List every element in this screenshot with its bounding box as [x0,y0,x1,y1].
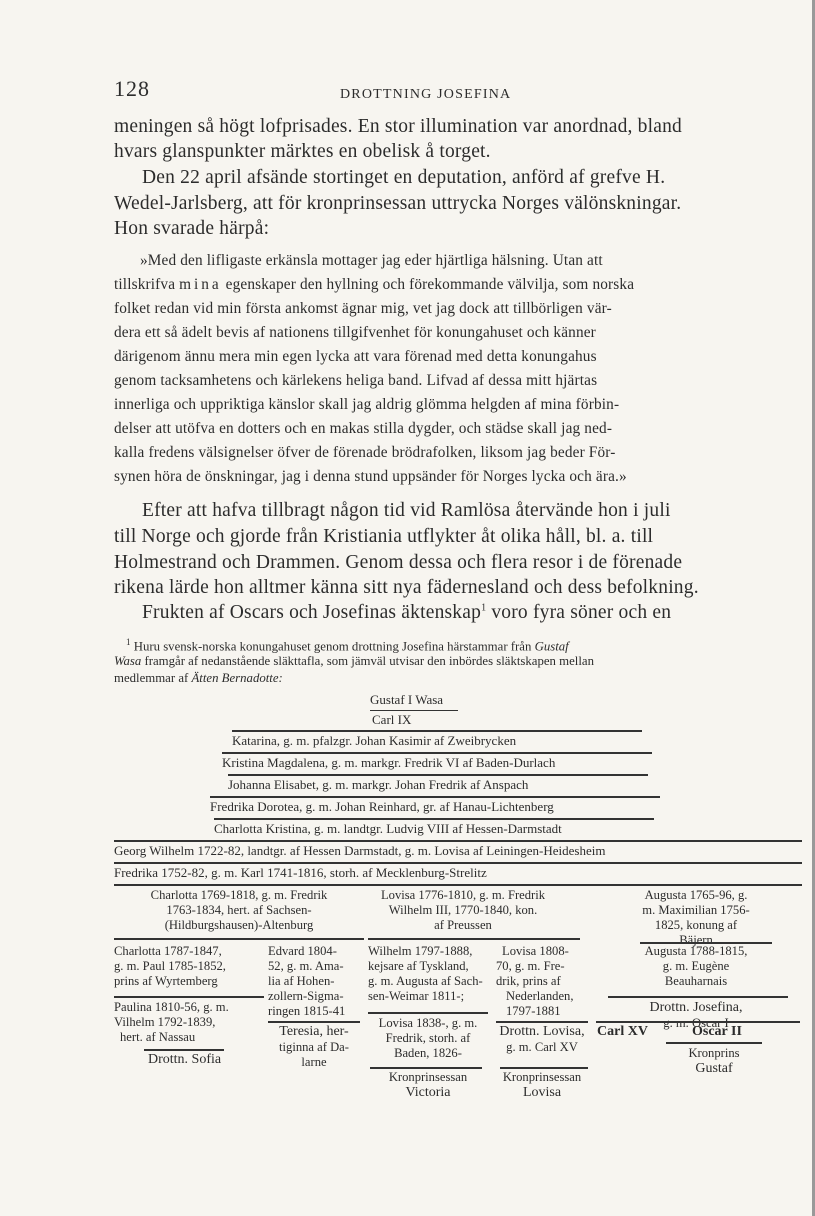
footnote-line: medlemmar af Ätten Bernadotte: [114,671,283,685]
tree-line [144,1049,224,1051]
tree-node-josefina: Drottn. Josefina, g. m. Oscar I [649,1000,743,1030]
page-number: 128 [114,76,150,101]
tree-line [228,774,648,776]
quote-line: kalla fredens välsignelser öfver de förenade brödrafolken, liksom jag beder För- [114,444,616,461]
tree-node: Carl IX [372,712,412,727]
footnote-line: $^1$ Huru svensk-norska konungahuset genom drottning Josefina härstammar från Gustaf [126,637,569,654]
tree-node-wilhelm: Wilhelm 1797-1888, kejsare af Tyskland, g. m. Augusta af Sach- sen-Weimar 1811-; [368,944,483,1003]
tree-node-teresia: Teresia, her- tiginna af Da- larne [279,1024,349,1069]
tree-node-edvard: Edvard 1804- 52, g. m. Ama- lia af Hohen- zollern-Sigma- ringen 1815-41 [268,944,346,1018]
tree-node-augusta-1765: Augusta 1765-96, g. m. Maximilian 1756- 1825, konung af Bäjern [642,888,750,947]
tree-line [210,796,660,798]
tree-line [496,1021,588,1023]
tree-line [368,938,580,940]
text-line: Holmestrand och Drammen. Genom dessa och flera resor i de förenade [114,552,683,573]
tree-line [666,1042,762,1044]
text-line: Efter att hafva tillbragt någon tid vid Ramlösa återvände hon i juli [142,500,671,521]
tree-node-victoria: Kronprinsessan Victoria [388,1070,468,1100]
footnote-marker: 1 [481,602,487,614]
tree-node-charlotta-1787: Charlotta 1787-1847, g. m. Paul 1785-1852, prins af Wyrtemberg [114,944,226,988]
tree-line [114,938,364,940]
quote-line: innerliga och uppriktiga känslor skall jag aldrig glömma helgden af mina förbin- [114,396,620,413]
text-line: Frukten af Oscars och Josefinas äktenskap$^1$ voro fyra söner och en [142,602,672,623]
tree-line [114,884,802,886]
tree-line [268,1021,360,1023]
text-line: Den 22 april afsände stortinget en deputation, anförd af grefve H. [142,167,666,188]
quote-line: tillskrifva mina egenskaper den hyllning och förekommande välvilja, som norska [114,276,635,293]
tree-node-charlotta-1769: Charlotta 1769-1818, g. m. Fredrik 1763-1834, hert. af Sachsen- (Hildburgshausen)-Altenburg [150,888,328,932]
tree-node-lovisa-1838: Lovisa 1838-, g. m. Fredrik, storh. af Baden, 1826- [378,1016,478,1060]
footnote-line: Wasa framgår af nedanstående släkttafla, som jämväl utvisar den inbördes släktskapen mellan [114,654,594,668]
tree-line [370,1067,482,1069]
tree-line [370,710,458,711]
tree-node-kp-gustaf: Kronprins Gustaf [688,1046,740,1076]
quote-line: dera ett så ädelt bevis af nationens tillgifvenhet för konungahuset och känner [114,324,596,341]
quote-line: »Med den lifligaste erkänsla mottager jag eder hjärtliga hälsning. Utan att [140,252,603,269]
tree-node-sofia: Drottn. Sofia [148,1052,222,1067]
tree-node-lovisa-1808: Lovisa 1808- 70, g. m. Fre- drik, prins af Nederlanden, 1797-1881 [496,944,574,1018]
text-line: rikena lärde hon alltmer känna sitt nya fädernesland och dess befolkning. [114,577,699,598]
quote-line: därigenom ännu mera min egen lycka att vara förenad med detta konungahus [114,348,597,365]
tree-line [608,996,788,998]
quote-line: genom tacksamhetens och kärlekens heliga band. Lifvad af dessa mitt hjärtas [114,372,598,389]
tree-line [114,862,802,864]
tree-node: Georg Wilhelm 1722-82, landtgr. af Hessen Darmstadt, g. m. Lovisa af Leiningen-Heidesheim [114,843,606,858]
running-title: DROTTNING JOSEFINA [340,87,512,102]
tree-line [368,1012,488,1014]
tree-node-paulina: Paulina 1810-56, g. m. Vilhelm 1792-1839, hert. af Nassau [114,1000,229,1044]
quote-line: synen höra de önskningar, jag i denna stund uppsänder för Norges lycka och ära.» [114,468,627,485]
tree-node: Fredrika 1752-82, g. m. Karl 1741-1816, storh. af Mecklenburg-Strelitz [114,865,487,880]
text-line: Hon svarade härpå: [114,218,270,239]
tree-line [114,996,264,998]
tree-node-drottn-lovisa: Drottn. Lovisa, g. m. Carl XV [499,1024,585,1054]
text-line: till Norge och gjorde från Kristiania utflykter åt olika håll, bl. a. till [114,526,654,547]
tree-node-carl-xv: Carl XV [597,1024,648,1039]
tree-node-lovisa-1776: Lovisa 1776-1810, g. m. Fredrik Wilhelm III, 1770-1840, kon. af Preussen [380,888,546,932]
text-line: hvars glanspunkter märktes en obelisk å torget. [114,141,491,162]
text-line: meningen så högt lofprisades. En stor illumination var anordnad, bland [114,116,683,137]
text-line: Wedel-Jarlsberg, att för kronprinsessan uttrycka Norges välönskningar. [114,193,682,214]
quote-line: delser att utöfva en dotters och en makas stilla dygder, och städse skall jag ned- [114,420,613,437]
tree-line [596,1021,800,1023]
tree-line [114,840,802,842]
tree-node-kp-lovisa: Kronprinsessan Lovisa [502,1070,582,1100]
tree-node: Katarina, g. m. pfalzgr. Johan Kasimir af Zweibrycken [232,733,517,748]
tree-node: Kristina Magdalena, g. m. markgr. Fredrik VI af Baden-Durlach [222,755,556,770]
tree-node-augusta-1788: Augusta 1788-1815, g. m. Eugène Beauharnais [644,944,748,988]
quote-line: folket redan vid min första ankomst ägnar mig, vet jag dock att tillbörligen vär- [114,300,612,317]
tree-line [214,818,654,820]
tree-node: Johanna Elisabet, g. m. markgr. Johan Fredrik af Anspach [228,777,529,792]
tree-line [232,730,642,732]
tree-node: Gustaf I Wasa [370,692,444,707]
tree-node: Charlotta Kristina, g. m. landtgr. Ludvig VIII af Hessen-Darmstadt [214,821,562,836]
tree-node-oscar-ii: Oscar II [692,1024,742,1039]
tree-node: Fredrika Dorotea, g. m. Johan Reinhard, gr. af Hanau-Lichtenberg [210,799,554,814]
tree-line [500,1067,588,1069]
tree-line [222,752,652,754]
